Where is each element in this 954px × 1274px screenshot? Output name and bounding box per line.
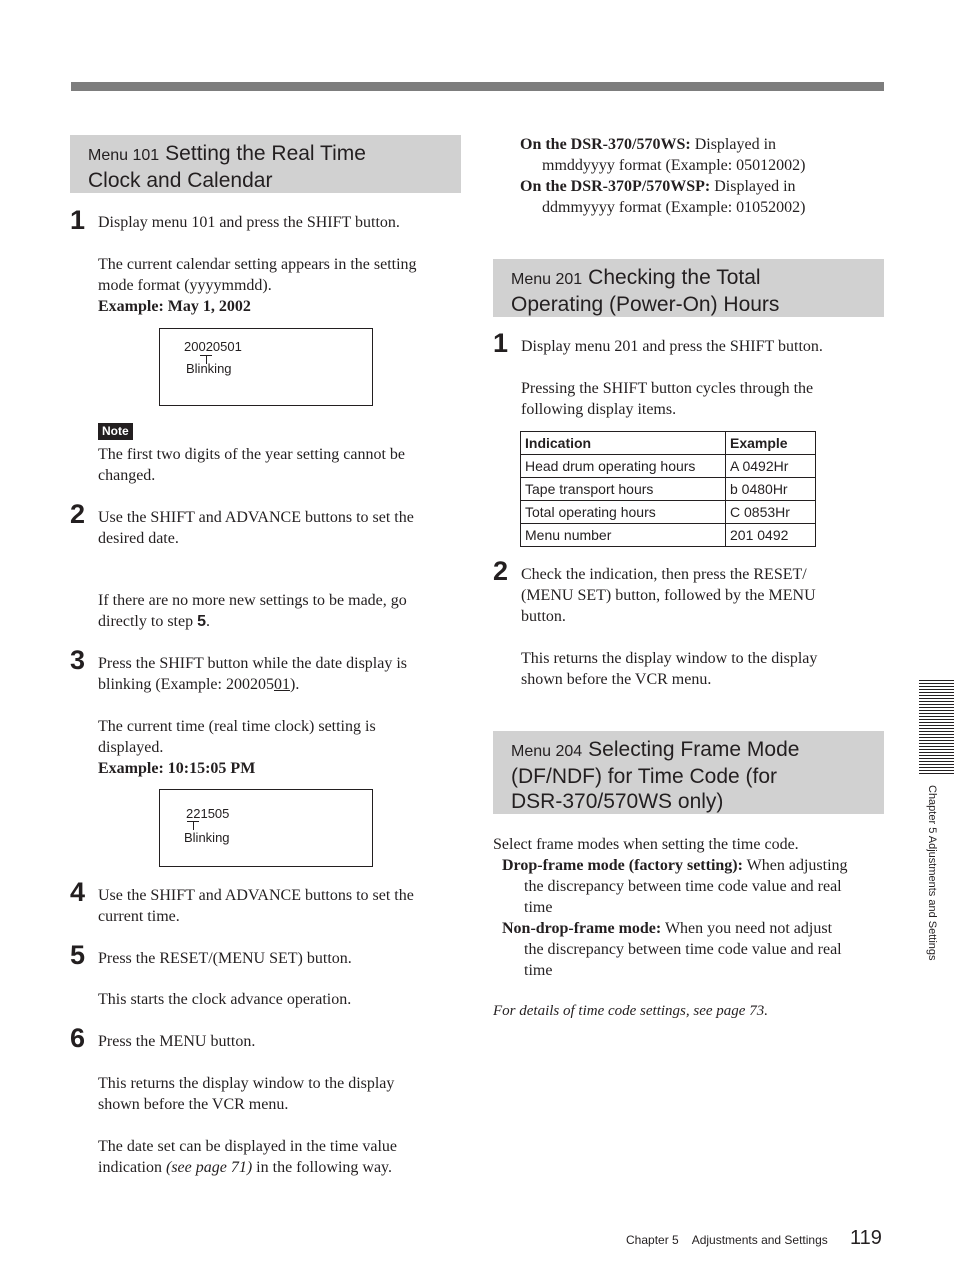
table-header-row bbox=[521, 432, 816, 455]
step-2-text: Check the indication, then press the RESET/ (MENU SET) button, followed by the MENU button. This returns the display window to the display shown before the VCR menu. bbox=[521, 566, 818, 688]
chapter-tab-stripes bbox=[919, 680, 954, 774]
step-number: 1 bbox=[493, 328, 509, 358]
menu-201-heading: Menu 201 Checking the Total Operating (Power-On) Hours bbox=[493, 259, 884, 317]
step-1-text: Display menu 101 and press the SHIFT button. The current calendar setting appears in the setting mode format (yyyymmdd). Example: May 1, 2002 bbox=[98, 214, 417, 315]
header-example: Example bbox=[726, 432, 816, 455]
menu-number: Menu 204 bbox=[511, 743, 583, 760]
footer-chapter: Chapter 5 Adjustments and Settings bbox=[626, 1233, 828, 1247]
step-number: 2 bbox=[493, 556, 509, 586]
table-row: Menu number 201 0492 bbox=[521, 524, 816, 547]
cross-reference: For details of time code settings, see page 73. bbox=[493, 1003, 768, 1019]
frame-mode-intro: Select frame modes when setting the time code. bbox=[493, 836, 799, 853]
step-4-text: Use the SHIFT and ADVANCE buttons to set the current time. bbox=[98, 887, 414, 925]
time-display-box bbox=[159, 789, 373, 867]
step-number: 1 bbox=[70, 205, 86, 235]
step-2-text: Use the SHIFT and ADVANCE buttons to set the desired date. If there are no more new settings to be made, go directly to step 5. bbox=[98, 509, 414, 630]
time-value: 221505 bbox=[186, 806, 230, 821]
blinking-caption: Blinking bbox=[184, 830, 230, 845]
step-number: 5 bbox=[70, 940, 86, 970]
step-number: 4 bbox=[70, 877, 86, 907]
frame-mode-section bbox=[493, 834, 888, 981]
step-number: 6 bbox=[70, 1023, 86, 1053]
header-indication: Indication bbox=[521, 432, 726, 455]
step-3-text: Press the SHIFT button while the date display is blinking (Example: 20020501). The current time (real time clock) setting is displayed. Example: 10:15:05 PM bbox=[98, 655, 408, 777]
table-row: Head drum operating hours A 0492Hr bbox=[521, 455, 816, 478]
indication-table bbox=[520, 431, 816, 547]
table-row: Tape transport hours b 0480Hr bbox=[521, 478, 816, 501]
blink-marker-stem bbox=[193, 821, 194, 830]
drop-frame-item: Drop-frame mode (factory setting): When adjusting the discrepancy between time code value and real time bbox=[502, 857, 848, 916]
table-row: Total operating hours C 0853Hr bbox=[521, 501, 816, 524]
note-text: The first two digits of the year setting cannot be changed. bbox=[98, 446, 406, 484]
non-drop-frame-item: Non-drop-frame mode: When you need not adjust the discrepancy between time code value and real time bbox=[502, 920, 842, 979]
step-1-text: Display menu 201 and press the SHIFT button. Pressing the SHIFT button cycles through the following display items. bbox=[521, 338, 823, 418]
blinking-caption: Blinking bbox=[186, 361, 232, 376]
note-label: Note bbox=[98, 423, 133, 440]
date-display-box bbox=[159, 328, 373, 406]
chapter-side-label: Chapter 5 Adjustments and Settings bbox=[926, 785, 938, 961]
menu-number: Menu 101 bbox=[88, 147, 160, 164]
menu-204-heading: Menu 204 Selecting Frame Mode (DF/NDF) for Time Code (for DSR-370/570WS only) bbox=[493, 731, 884, 814]
date-value: 20020501 bbox=[184, 339, 242, 354]
page-number: 119 bbox=[850, 1227, 882, 1249]
step-6-text: Press the MENU button. This returns the display window to the display shown before the VCR menu. The date set can be displayed in the time value indication (see page 71) in the following way. bbox=[98, 1033, 397, 1176]
menu-101-heading: Menu 101 Setting the Real Time Clock and Calendar bbox=[70, 135, 461, 193]
step-5-text: Press the RESET/(MENU SET) button. This starts the clock advance operation. bbox=[98, 950, 352, 1008]
date-format-list: On the DSR-370/570WS: Displayed in mmddyyyy format (Example: 05012002) On the DSR-370P/570WSP: Displayed in ddmmyyyy format (Example: 01052002) bbox=[520, 136, 806, 216]
menu-number: Menu 201 bbox=[511, 271, 583, 288]
step-number: 3 bbox=[70, 645, 86, 675]
top-rule bbox=[71, 82, 884, 91]
step-number: 2 bbox=[70, 499, 86, 529]
